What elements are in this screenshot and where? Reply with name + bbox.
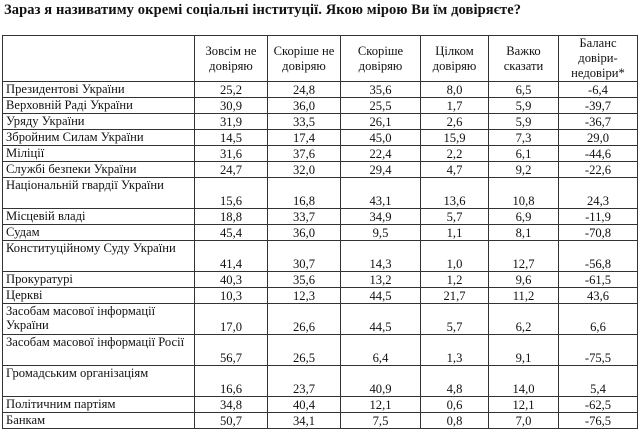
value-cell: -22,6 xyxy=(559,162,638,178)
value-cell: 9,5 xyxy=(341,225,421,241)
value-cell: 7,3 xyxy=(489,130,559,146)
value-cell: 40,3 xyxy=(195,272,268,288)
value-cell: 30,9 xyxy=(195,98,268,114)
table-row xyxy=(3,178,638,209)
value-cell: 6,1 xyxy=(489,146,559,162)
table-row xyxy=(3,82,638,98)
table-row xyxy=(3,241,638,272)
value-cell: 14,5 xyxy=(195,130,268,146)
value-cell: 45,0 xyxy=(341,130,421,146)
value-cell: 8,1 xyxy=(489,225,559,241)
value-cell: 4,8 xyxy=(421,366,489,397)
institution-cell: Уряду України xyxy=(3,114,195,130)
value-cell: 1,0 xyxy=(421,241,489,272)
table-row xyxy=(3,162,638,178)
institution-cell: Міліції xyxy=(3,146,195,162)
value-cell: 31,9 xyxy=(195,114,268,130)
trust-table xyxy=(2,35,638,429)
value-cell: 8,0 xyxy=(421,82,489,98)
value-cell: 0,8 xyxy=(421,413,489,429)
value-cell: 37,6 xyxy=(268,146,341,162)
table-row xyxy=(3,335,638,366)
table-row xyxy=(3,288,638,304)
column-header-trust-balance: Баланс довіри-недовіри* xyxy=(559,36,638,82)
value-cell: 16,8 xyxy=(268,178,341,209)
value-cell: 18,8 xyxy=(195,209,268,225)
table-row xyxy=(3,209,638,225)
value-cell: 44,5 xyxy=(341,288,421,304)
value-cell: 26,6 xyxy=(268,304,341,335)
value-cell: 41,4 xyxy=(195,241,268,272)
value-cell: 25,5 xyxy=(341,98,421,114)
value-cell: 1,1 xyxy=(421,225,489,241)
value-cell: 24,3 xyxy=(559,178,638,209)
value-cell: 6,5 xyxy=(489,82,559,98)
value-cell: 14,0 xyxy=(489,366,559,397)
value-cell: 13,2 xyxy=(341,272,421,288)
value-cell: 11,2 xyxy=(489,288,559,304)
table-row xyxy=(3,304,638,335)
value-cell: 33,5 xyxy=(268,114,341,130)
value-cell: 13,6 xyxy=(421,178,489,209)
value-cell: 34,8 xyxy=(195,397,268,413)
institution-cell: Збройним Силам України xyxy=(3,130,195,146)
value-cell: 10,8 xyxy=(489,178,559,209)
column-header-institution xyxy=(3,36,195,82)
value-cell: -76,5 xyxy=(559,413,638,429)
value-cell: 5,4 xyxy=(559,366,638,397)
value-cell: 9,6 xyxy=(489,272,559,288)
value-cell: 36,0 xyxy=(268,98,341,114)
table-row xyxy=(3,272,638,288)
value-cell: 4,7 xyxy=(421,162,489,178)
value-cell: 0,6 xyxy=(421,397,489,413)
value-cell: 15,9 xyxy=(421,130,489,146)
institution-cell: Верховній Раді України xyxy=(3,98,195,114)
value-cell: 45,4 xyxy=(195,225,268,241)
value-cell: 10,3 xyxy=(195,288,268,304)
value-cell: 26,1 xyxy=(341,114,421,130)
institution-cell: Місцевій владі xyxy=(3,209,195,225)
value-cell: 44,5 xyxy=(341,304,421,335)
value-cell: -44,6 xyxy=(559,146,638,162)
value-cell: 43,6 xyxy=(559,288,638,304)
institution-cell: Політичним партіям xyxy=(3,397,195,413)
value-cell: 15,6 xyxy=(195,178,268,209)
value-cell: 31,6 xyxy=(195,146,268,162)
value-cell: 21,7 xyxy=(421,288,489,304)
value-cell: 40,4 xyxy=(268,397,341,413)
institution-cell: Засобам масової інформації України xyxy=(3,304,195,335)
institution-cell: Прокуратурі xyxy=(3,272,195,288)
value-cell: 17,4 xyxy=(268,130,341,146)
header-row xyxy=(3,36,638,82)
institution-cell: Службі безпеки України xyxy=(3,162,195,178)
value-cell: 1,3 xyxy=(421,335,489,366)
value-cell: 29,4 xyxy=(341,162,421,178)
value-cell: 16,6 xyxy=(195,366,268,397)
value-cell: 7,0 xyxy=(489,413,559,429)
value-cell: 14,3 xyxy=(341,241,421,272)
value-cell: 36,0 xyxy=(268,225,341,241)
value-cell: 9,1 xyxy=(489,335,559,366)
value-cell: -56,8 xyxy=(559,241,638,272)
value-cell: 50,7 xyxy=(195,413,268,429)
table-row xyxy=(3,130,638,146)
value-cell: 35,6 xyxy=(268,272,341,288)
institution-cell: Банкам xyxy=(3,413,195,429)
value-cell: 2,6 xyxy=(421,114,489,130)
value-cell: 6,4 xyxy=(341,335,421,366)
value-cell: 40,9 xyxy=(341,366,421,397)
institution-cell: Конституційному Суду України xyxy=(3,241,195,272)
value-cell: 9,2 xyxy=(489,162,559,178)
table-row xyxy=(3,146,638,162)
value-cell: 7,5 xyxy=(341,413,421,429)
column-header-not-trust-at-all: Зовсім не довіряю xyxy=(195,36,268,82)
table-row xyxy=(3,413,638,429)
value-cell: 43,1 xyxy=(341,178,421,209)
column-header-rather-trust: Скоріше довіряю xyxy=(341,36,421,82)
institution-cell: Засобам масової інформації Росії xyxy=(3,335,195,366)
institution-cell: Церкві xyxy=(3,288,195,304)
value-cell: 32,0 xyxy=(268,162,341,178)
value-cell: 22,4 xyxy=(341,146,421,162)
value-cell: 23,7 xyxy=(268,366,341,397)
institution-cell: Громадським організаціям xyxy=(3,366,195,397)
value-cell: 35,6 xyxy=(341,82,421,98)
value-cell: 1,2 xyxy=(421,272,489,288)
value-cell: 6,6 xyxy=(559,304,638,335)
value-cell: 5,9 xyxy=(489,98,559,114)
value-cell: 6,2 xyxy=(489,304,559,335)
value-cell: 6,9 xyxy=(489,209,559,225)
column-header-hard-to-say: Важко сказати xyxy=(489,36,559,82)
value-cell: -61,5 xyxy=(559,272,638,288)
table-row xyxy=(3,225,638,241)
value-cell: -75,5 xyxy=(559,335,638,366)
table-row xyxy=(3,366,638,397)
value-cell: 24,8 xyxy=(268,82,341,98)
value-cell: -39,7 xyxy=(559,98,638,114)
value-cell: 26,5 xyxy=(268,335,341,366)
value-cell: 17,0 xyxy=(195,304,268,335)
value-cell: 5,9 xyxy=(489,114,559,130)
value-cell: 12,1 xyxy=(489,397,559,413)
value-cell: 33,7 xyxy=(268,209,341,225)
institution-cell: Національній гвардії України xyxy=(3,178,195,209)
column-header-rather-not-trust: Скоріше не довіряю xyxy=(268,36,341,82)
value-cell: -36,7 xyxy=(559,114,638,130)
table-row xyxy=(3,114,638,130)
value-cell: 5,7 xyxy=(421,209,489,225)
value-cell: -70,8 xyxy=(559,225,638,241)
value-cell: 2,2 xyxy=(421,146,489,162)
value-cell: 29,0 xyxy=(559,130,638,146)
column-header-fully-trust: Цілком довіряю xyxy=(421,36,489,82)
table-title: Зараз я називатиму окремі соціальні інституції. Якою мірою Ви їм довіряєте? xyxy=(4,2,522,18)
value-cell: 1,7 xyxy=(421,98,489,114)
table-row xyxy=(3,397,638,413)
value-cell: 12,3 xyxy=(268,288,341,304)
value-cell: -6,4 xyxy=(559,82,638,98)
value-cell: 5,7 xyxy=(421,304,489,335)
institution-cell: Президентові України xyxy=(3,82,195,98)
institution-cell: Судам xyxy=(3,225,195,241)
value-cell: 34,1 xyxy=(268,413,341,429)
value-cell: 24,7 xyxy=(195,162,268,178)
value-cell: -11,9 xyxy=(559,209,638,225)
value-cell: 12,7 xyxy=(489,241,559,272)
table-row xyxy=(3,98,638,114)
value-cell: 34,9 xyxy=(341,209,421,225)
value-cell: 25,2 xyxy=(195,82,268,98)
value-cell: -62,5 xyxy=(559,397,638,413)
value-cell: 56,7 xyxy=(195,335,268,366)
value-cell: 30,7 xyxy=(268,241,341,272)
value-cell: 12,1 xyxy=(341,397,421,413)
